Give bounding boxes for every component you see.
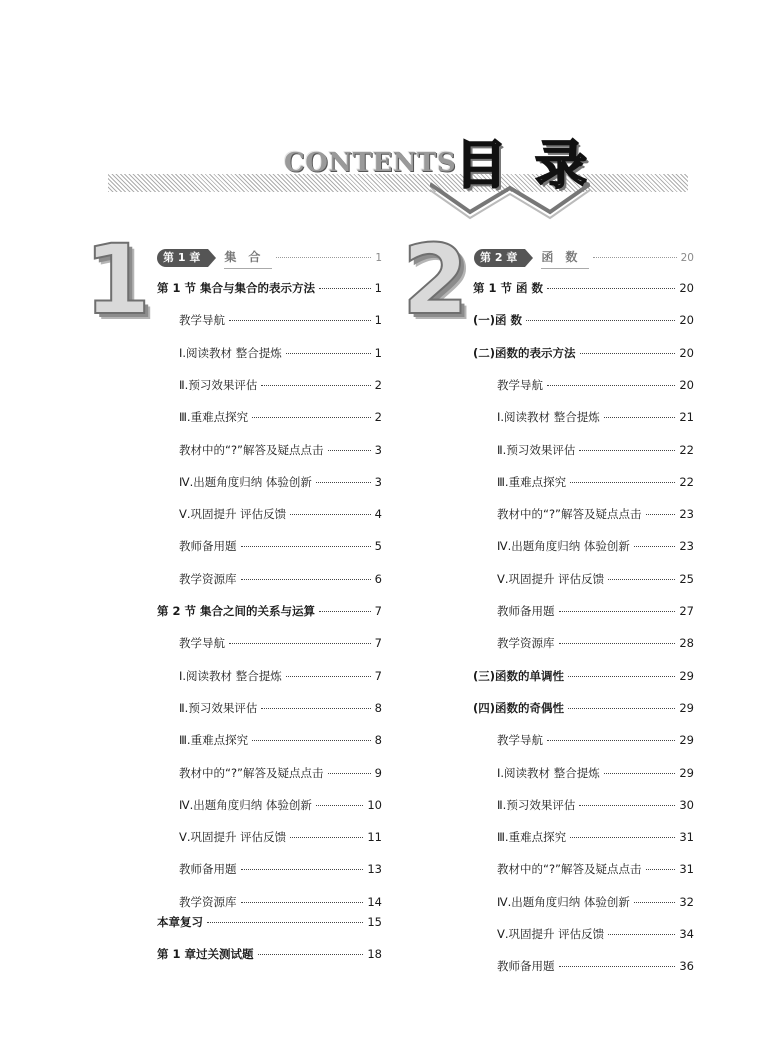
page-number: 23 [679, 539, 694, 554]
toc-entry[interactable] [179, 829, 382, 845]
page-number: 7 [374, 604, 382, 618]
toc-entry-title: 教学资源库 [497, 636, 555, 651]
leader-dots [207, 922, 363, 923]
toc-entry[interactable] [497, 571, 694, 587]
chapter-badge: 第 1 章 [157, 249, 208, 267]
toc-entry-title: 第 1 节 集合与集合的表示方法 [157, 281, 316, 295]
toc-entry[interactable] [179, 312, 382, 328]
page-number: 10 [367, 797, 382, 812]
toc-entry-title: Ⅱ.预习效果评估 [179, 377, 258, 392]
page-number: 1 [375, 252, 382, 264]
toc-entry[interactable] [497, 603, 694, 619]
leader-dots [241, 546, 371, 547]
toc-entry[interactable] [179, 377, 382, 393]
leader-dots [241, 579, 371, 580]
page-number: 9 [374, 765, 382, 780]
toc-entry[interactable] [157, 603, 382, 619]
leader-dots [328, 450, 371, 451]
toc-entry-title: 教师备用题 [179, 862, 237, 877]
toc-entry[interactable] [497, 538, 694, 554]
toc-entry-title: (四)函数的奇偶性 [473, 700, 565, 715]
toc-entry-title: Ⅰ.阅读教材 整合提炼 [179, 345, 282, 360]
leader-dots [570, 837, 675, 838]
page-number: 8 [374, 733, 382, 748]
leader-dots [634, 902, 675, 903]
toc-entry-title: Ⅴ.巩固提升 评估反馈 [497, 927, 605, 941]
toc-entry-title: 本章复习 [157, 915, 203, 929]
toc-entry[interactable] [179, 442, 382, 458]
leader-dots [286, 353, 371, 354]
page-number: 20 [679, 377, 694, 392]
page-number: 25 [679, 571, 694, 586]
toc-entry-title: Ⅳ.出题角度归纳 体验创新 [497, 539, 630, 554]
page-number: 20 [680, 252, 694, 264]
toc-entry[interactable] [497, 442, 694, 458]
toc-entry-title: 教学导航 [179, 636, 225, 651]
leader-dots [646, 869, 676, 870]
page-number: 28 [679, 636, 694, 651]
page-number: 14 [367, 894, 382, 909]
page-number: 20 [679, 345, 694, 360]
page-number: 1 [374, 313, 382, 328]
toc-entry-title: Ⅰ.阅读教材 整合提炼 [497, 765, 600, 780]
page-number: 22 [679, 474, 694, 489]
toc-entry[interactable] [497, 797, 694, 813]
leader-dots [286, 676, 371, 677]
leader-dots [316, 482, 371, 483]
page-number: 11 [367, 830, 382, 845]
toc-entry-title: 教材中的“?”解答及疑点点击 [497, 862, 642, 877]
page-title: 目录 [455, 136, 616, 196]
leader-dots [579, 450, 675, 451]
toc-entry[interactable] [179, 797, 382, 813]
toc-entry[interactable] [473, 668, 694, 684]
toc-entry[interactable] [179, 700, 382, 716]
toc-entry[interactable] [497, 635, 694, 651]
page-number: 34 [679, 927, 694, 941]
leader-dots [316, 805, 363, 806]
toc-entry-title: 第 1 章过关测试题 [157, 947, 254, 961]
toc-entry[interactable] [497, 506, 694, 522]
toc-entry-title: 教学导航 [179, 313, 225, 328]
chevron-ribbon-icon [430, 180, 590, 220]
page-number: 29 [679, 765, 694, 780]
toc-entry-title: 教学导航 [497, 377, 543, 392]
toc-entry[interactable] [179, 635, 382, 651]
toc-entry[interactable] [497, 926, 694, 942]
leader-dots [570, 482, 675, 483]
leader-dots [229, 643, 371, 644]
toc-entry[interactable] [179, 571, 382, 587]
page-number: 20 [679, 281, 694, 295]
chapter-2-big-numeral: 2 [402, 224, 469, 336]
leader-dots [290, 837, 363, 838]
leader-dots [290, 514, 370, 515]
leader-dots [608, 579, 675, 580]
toc-entry[interactable] [179, 668, 382, 684]
leader-dots [604, 417, 676, 418]
toc-entry[interactable] [157, 946, 382, 962]
page-number: 7 [374, 636, 382, 651]
toc-entry-title: (二)函数的表示方法 [473, 345, 576, 360]
leader-dots [547, 385, 675, 386]
toc-entry-title: 教师备用题 [497, 604, 555, 618]
leader-dots [604, 773, 676, 774]
page-number: 3 [374, 474, 382, 489]
toc-entry-title: Ⅲ.重难点探究 [179, 733, 249, 748]
page-number: 27 [679, 604, 694, 618]
toc-entry[interactable] [497, 829, 694, 845]
chapter-badge: 第 2 章 [474, 249, 525, 267]
toc-entry[interactable] [473, 280, 694, 296]
chapter-1-big-numeral: 1 [84, 224, 151, 336]
page-number: 21 [679, 410, 694, 425]
toc-entry[interactable] [179, 861, 382, 877]
toc-chapter-2-heading[interactable] [474, 247, 694, 267]
toc-entry-title: Ⅲ.重难点探究 [497, 830, 567, 845]
leader-dots [547, 288, 675, 289]
page-number: 3 [374, 442, 382, 457]
leader-dots [559, 643, 676, 644]
leader-dots [241, 869, 364, 870]
page-number: 29 [679, 668, 694, 683]
chapter-name: 函数 [541, 247, 589, 269]
leader-dots [526, 320, 675, 321]
toc-entry-title: Ⅰ.阅读教材 整合提炼 [497, 410, 600, 425]
toc-entry[interactable] [179, 765, 382, 781]
toc-entry-title: Ⅲ.重难点探究 [497, 474, 567, 489]
toc-entry-title: Ⅰ.阅读教材 整合提炼 [179, 668, 282, 683]
page-number: 13 [367, 862, 382, 877]
toc-entry[interactable] [473, 700, 694, 716]
leader-dots [646, 514, 676, 515]
toc-entry-title: Ⅳ.出题角度归纳 体验创新 [179, 474, 312, 489]
toc-entry-title: 第 2 节 集合之间的关系与运算 [157, 604, 316, 618]
leader-dots [579, 805, 675, 806]
toc-entry[interactable] [179, 345, 382, 361]
toc-entry[interactable] [179, 894, 382, 910]
toc-entry-title: Ⅴ.巩固提升 评估反馈 [179, 830, 287, 845]
toc-entry-title: 教材中的“?”解答及疑点点击 [179, 765, 324, 780]
toc-entry[interactable] [497, 377, 694, 393]
toc-entry-title: 教学资源库 [179, 894, 237, 909]
toc-entry[interactable] [497, 409, 694, 425]
page-number: 18 [367, 947, 382, 961]
toc-entry-title: 教学资源库 [179, 571, 237, 586]
page-header [0, 0, 780, 230]
page-number: 5 [374, 539, 382, 554]
toc-entry-title: 教材中的“?”解答及疑点点击 [497, 507, 642, 522]
toc-entry[interactable] [179, 732, 382, 748]
toc-entry-title: Ⅴ.巩固提升 评估反馈 [497, 571, 605, 586]
leader-dots [559, 611, 676, 612]
toc-entry[interactable] [497, 861, 694, 877]
toc-entry-title: Ⅲ.重难点探究 [179, 410, 249, 425]
leader-dots [559, 966, 676, 967]
toc-entry-title: 教学导航 [497, 733, 543, 748]
page-number: 1 [374, 281, 382, 295]
toc-entry[interactable] [179, 506, 382, 522]
page-number: 29 [679, 733, 694, 748]
page-number: 15 [367, 915, 382, 929]
leader-dots [276, 257, 371, 258]
leader-dots [593, 257, 676, 258]
page-number: 8 [374, 700, 382, 715]
leader-dots [608, 934, 675, 935]
page-number: 2 [374, 377, 382, 392]
toc-chapter-1-heading[interactable] [157, 247, 382, 267]
leader-dots [568, 676, 675, 677]
toc-entry[interactable] [497, 474, 694, 490]
page-number: 29 [679, 700, 694, 715]
leader-dots [252, 740, 371, 741]
toc-entry-title: 教师备用题 [179, 539, 237, 554]
toc-entry[interactable] [179, 474, 382, 490]
leader-dots [258, 954, 364, 955]
page-number: 32 [679, 894, 694, 909]
page-number: 6 [374, 571, 382, 586]
toc-entry-title: (三)函数的单调性 [473, 668, 565, 683]
leader-dots [319, 288, 371, 289]
leader-dots [568, 708, 675, 709]
page-number: 7 [374, 668, 382, 683]
toc-entry-title: 第 1 节 函 数 [473, 281, 544, 295]
toc-entry[interactable] [179, 538, 382, 554]
leader-dots [261, 708, 370, 709]
toc-entry[interactable] [157, 280, 382, 296]
leader-dots [319, 611, 371, 612]
chapter-name: 集合 [224, 247, 272, 269]
page-number: 1 [374, 345, 382, 360]
toc-entry[interactable] [497, 894, 694, 910]
toc-entry-title: Ⅴ.巩固提升 评估反馈 [179, 507, 287, 522]
page-number: 30 [679, 797, 694, 812]
toc-entry[interactable] [497, 958, 694, 974]
leader-dots [261, 385, 370, 386]
leader-dots [580, 353, 676, 354]
toc-entry-title: Ⅳ.出题角度归纳 体验创新 [497, 894, 630, 909]
page-number: 22 [679, 442, 694, 457]
page-number: 23 [679, 507, 694, 522]
page-number: 36 [679, 959, 694, 974]
toc-entry-title: 教材中的“?”解答及疑点点击 [179, 442, 324, 457]
page-number: 4 [374, 507, 382, 522]
page-number: 31 [679, 830, 694, 845]
toc-entry-title: (一)函 数 [473, 313, 523, 328]
page-number: 31 [679, 862, 694, 877]
leader-dots [241, 902, 364, 903]
toc-entry-title: Ⅱ.预习效果评估 [497, 442, 576, 457]
page-number: 2 [374, 410, 382, 425]
leader-dots [328, 773, 371, 774]
leader-dots [547, 740, 675, 741]
toc-entry[interactable] [157, 914, 382, 930]
leader-dots [634, 546, 675, 547]
toc-entry[interactable] [473, 312, 694, 328]
page-number: 20 [679, 313, 694, 328]
toc-entry[interactable] [179, 409, 382, 425]
toc-entry-title: 教师备用题 [497, 959, 555, 974]
leader-dots [229, 320, 371, 321]
leader-dots [252, 417, 371, 418]
toc-entry[interactable] [497, 732, 694, 748]
toc-entry-title: Ⅱ.预习效果评估 [179, 700, 258, 715]
toc-entry-title: Ⅳ.出题角度归纳 体验创新 [179, 797, 312, 812]
toc-entry[interactable] [497, 765, 694, 781]
toc-entry[interactable] [473, 345, 694, 361]
toc-entry-title: Ⅱ.预习效果评估 [497, 797, 576, 812]
contents-word: CONTENTS [284, 148, 457, 178]
